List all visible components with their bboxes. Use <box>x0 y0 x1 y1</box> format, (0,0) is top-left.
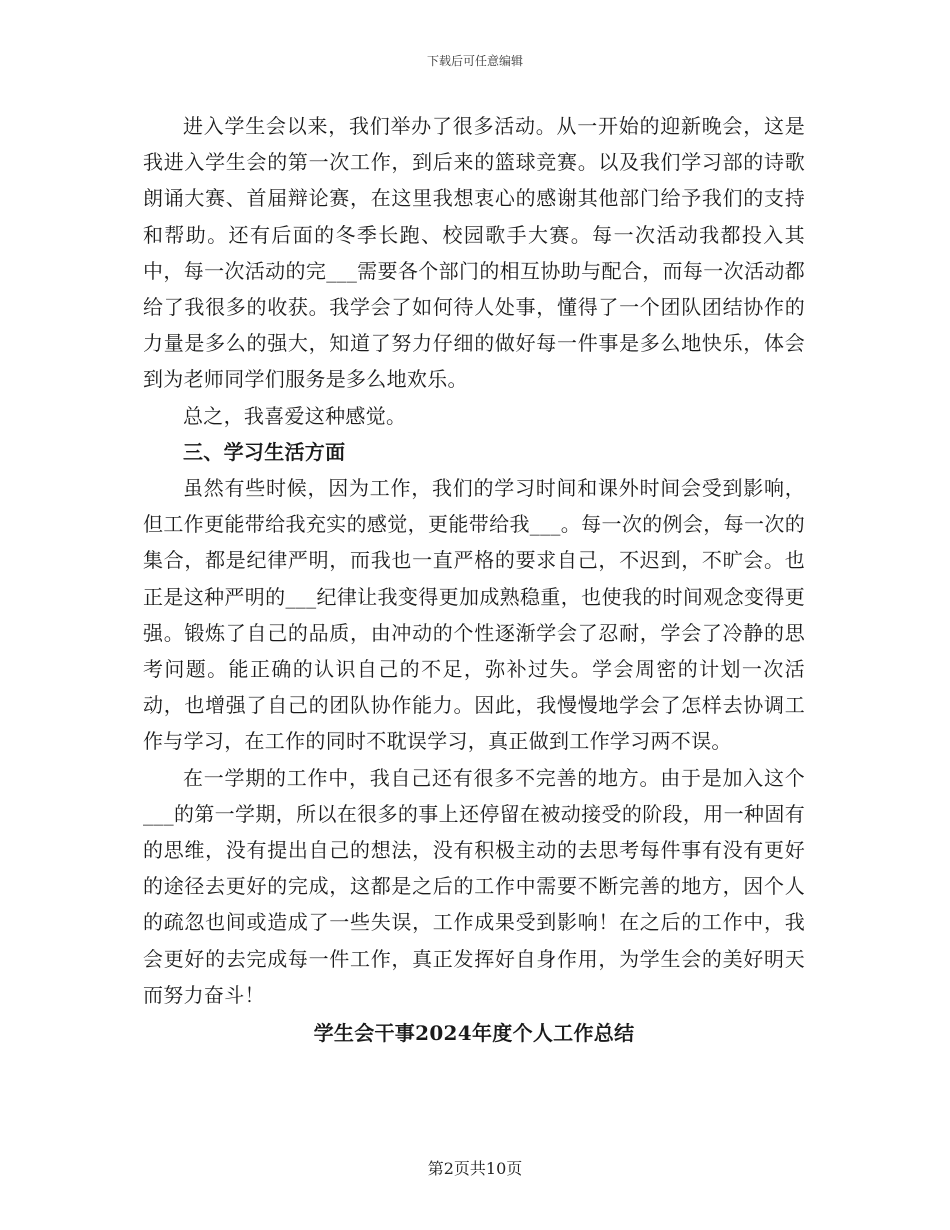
paragraph-activities: 进入学生会以来，我们举办了很多活动。从一开始的迎新晚会，这是我进入学生会的第一次工作，到后来的篮球竞赛。以及我们学习部的诗歌朗诵大赛、首届辩论赛，在这里我想衷心的感谢其他部门给予我们的支持和帮助。还有后面的冬季长跑、校园歌手大赛。每一次活动我都投入其中，每一次活动的完___需要各个部门的相互协助与配合，而每一次活动都给了我很多的收获。我学会了如何待人处事，懂得了一个团队团结协作的力量是多么的强大，知道了努力仔细的做好每一件事是多么地快乐，体会到为老师同学们服务是多么地欢乐。 <box>143 114 805 392</box>
paragraph-study-life: 虽然有些时候，因为工作，我们的学习时间和课外时间会受到影响，但工作更能带给我充实的感觉，更能带给我___。每一次的例会，每一次的集合，都是纪律严明，而我也一直严格的要求自己，不迟到，不旷会。也正是这种严明的___纪律让我变得更加成熟稳重，也使我的时间观念变得更强。锻炼了自己的品质，由冲动的个性逐渐学会了忍耐，学会了冷静的思考问题。能正确的认识自己的不足，弥补过失。学会周密的计划一次活动，也增强了自己的团队协作能力。因此，我慢慢地学会了怎样去协调工作与学习，在工作的同时不耽误学习，真正做到工作学习两不误。 <box>143 476 805 754</box>
paragraph-shortcomings: 在一学期的工作中，我自己还有很多不完善的地方。由于是加入这个___的第一学期，所以在很多的事上还停留在被动接受的阶段，用一种固有的思维，没有提出自己的想法，没有积极主动的去思考每件事有没有更好的途径去更好的完成，这都是之后的工作中需要不断完善的地方，因个人的疏忽也间或造成了一些失误，工作成果受到影响！在之后的工作中，我会更好的去完成每一件工作，真正发挥好自身作用，为学生会的美好明天而努力奋斗！ <box>143 765 805 1007</box>
section-heading: 三、学习生活方面 <box>183 439 346 464</box>
page-indicator: 第2页共10页 <box>427 1159 523 1178</box>
next-document-title: 学生会干事2024年度个人工作总结 <box>313 1021 635 1046</box>
document-body <box>143 108 805 1051</box>
header-note: 下载后可任意编辑 <box>426 54 523 68</box>
paragraph-summary: 总之，我喜爱这种感觉。 <box>183 403 407 428</box>
